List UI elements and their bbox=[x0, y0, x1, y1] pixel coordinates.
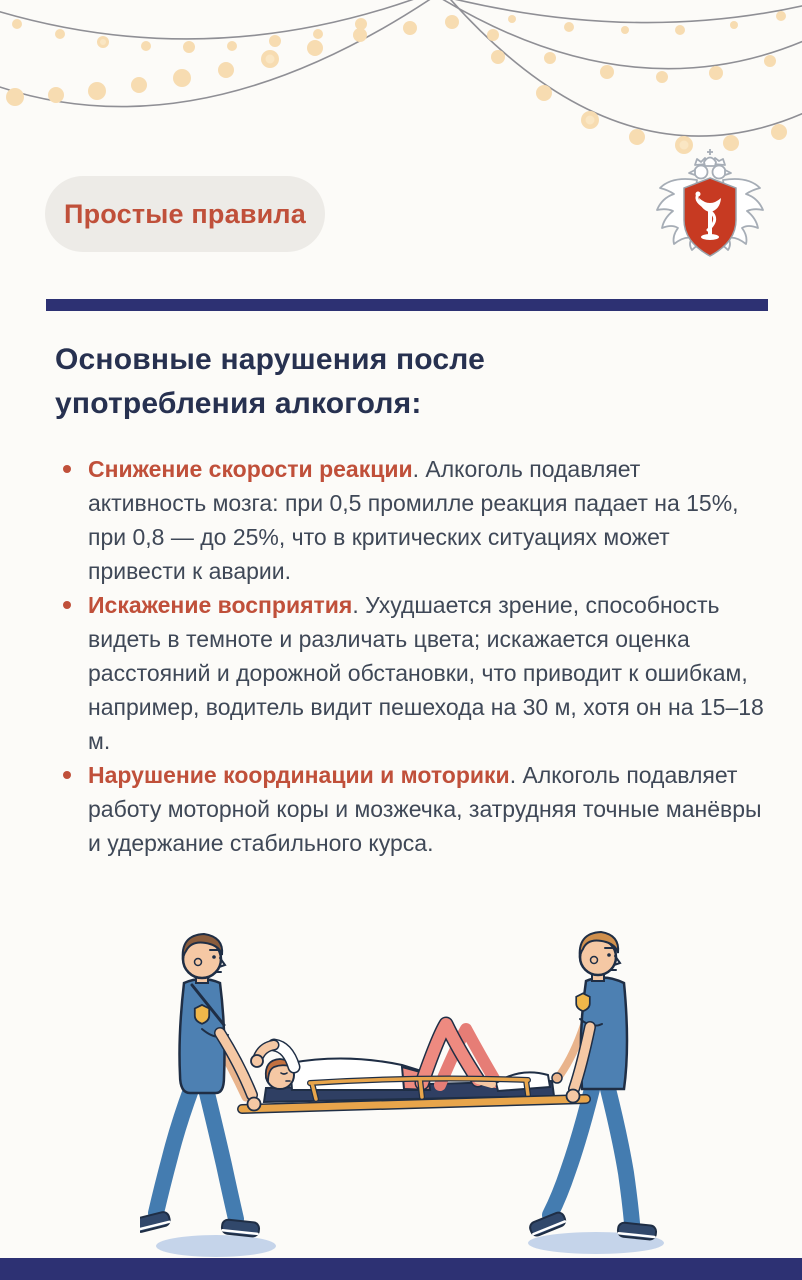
list-item-reaction-speed bbox=[58, 452, 764, 588]
list-item-perception bbox=[58, 588, 764, 758]
footer-bar bbox=[0, 1258, 802, 1280]
list-item-lead: Нарушение координации и моторики bbox=[88, 762, 510, 788]
list-item-text: . Ухудшается зрение, способность видеть в темноте и различать цвета; искажается оценка расстояний и дорожной обстановки, что приводит к ошибкам, например, водитель видит пешехода на 30 м, хотя он на 15–18 м. bbox=[88, 592, 764, 754]
list-item-lead: Искажение восприятия bbox=[88, 592, 353, 618]
string-lights-decoration bbox=[0, 0, 802, 160]
list-item-coordination bbox=[58, 758, 764, 860]
shoulder-badge-icon bbox=[576, 993, 590, 1011]
shoulder-badge-icon bbox=[195, 1005, 209, 1024]
list-item-text: . Алкоголь подавляет работу моторной коры и мозжечка, затрудняя точные манёвры и удержание стабильного курса. bbox=[88, 762, 762, 856]
program-badge-label: Простые правила bbox=[63, 198, 307, 229]
ministry-of-health-emblem-icon bbox=[652, 148, 768, 270]
impairments-list bbox=[58, 452, 764, 860]
page-title-line2: употребления алкоголя: bbox=[55, 387, 422, 420]
paramedics-stretcher-illustration bbox=[140, 925, 680, 1260]
list-item-text: . Алкоголь подавляет активность мозга: при 0,5 промилле реакция падает на 15%, при 0,8 — до 25%, что в критических ситуациях может привести к аварии. bbox=[88, 456, 739, 584]
page-title-line1: Основные нарушения после bbox=[55, 343, 486, 376]
program-badge bbox=[45, 176, 325, 252]
list-item-lead: Снижение скорости реакции bbox=[88, 456, 413, 482]
section-divider bbox=[46, 299, 768, 311]
page-title bbox=[55, 338, 755, 426]
